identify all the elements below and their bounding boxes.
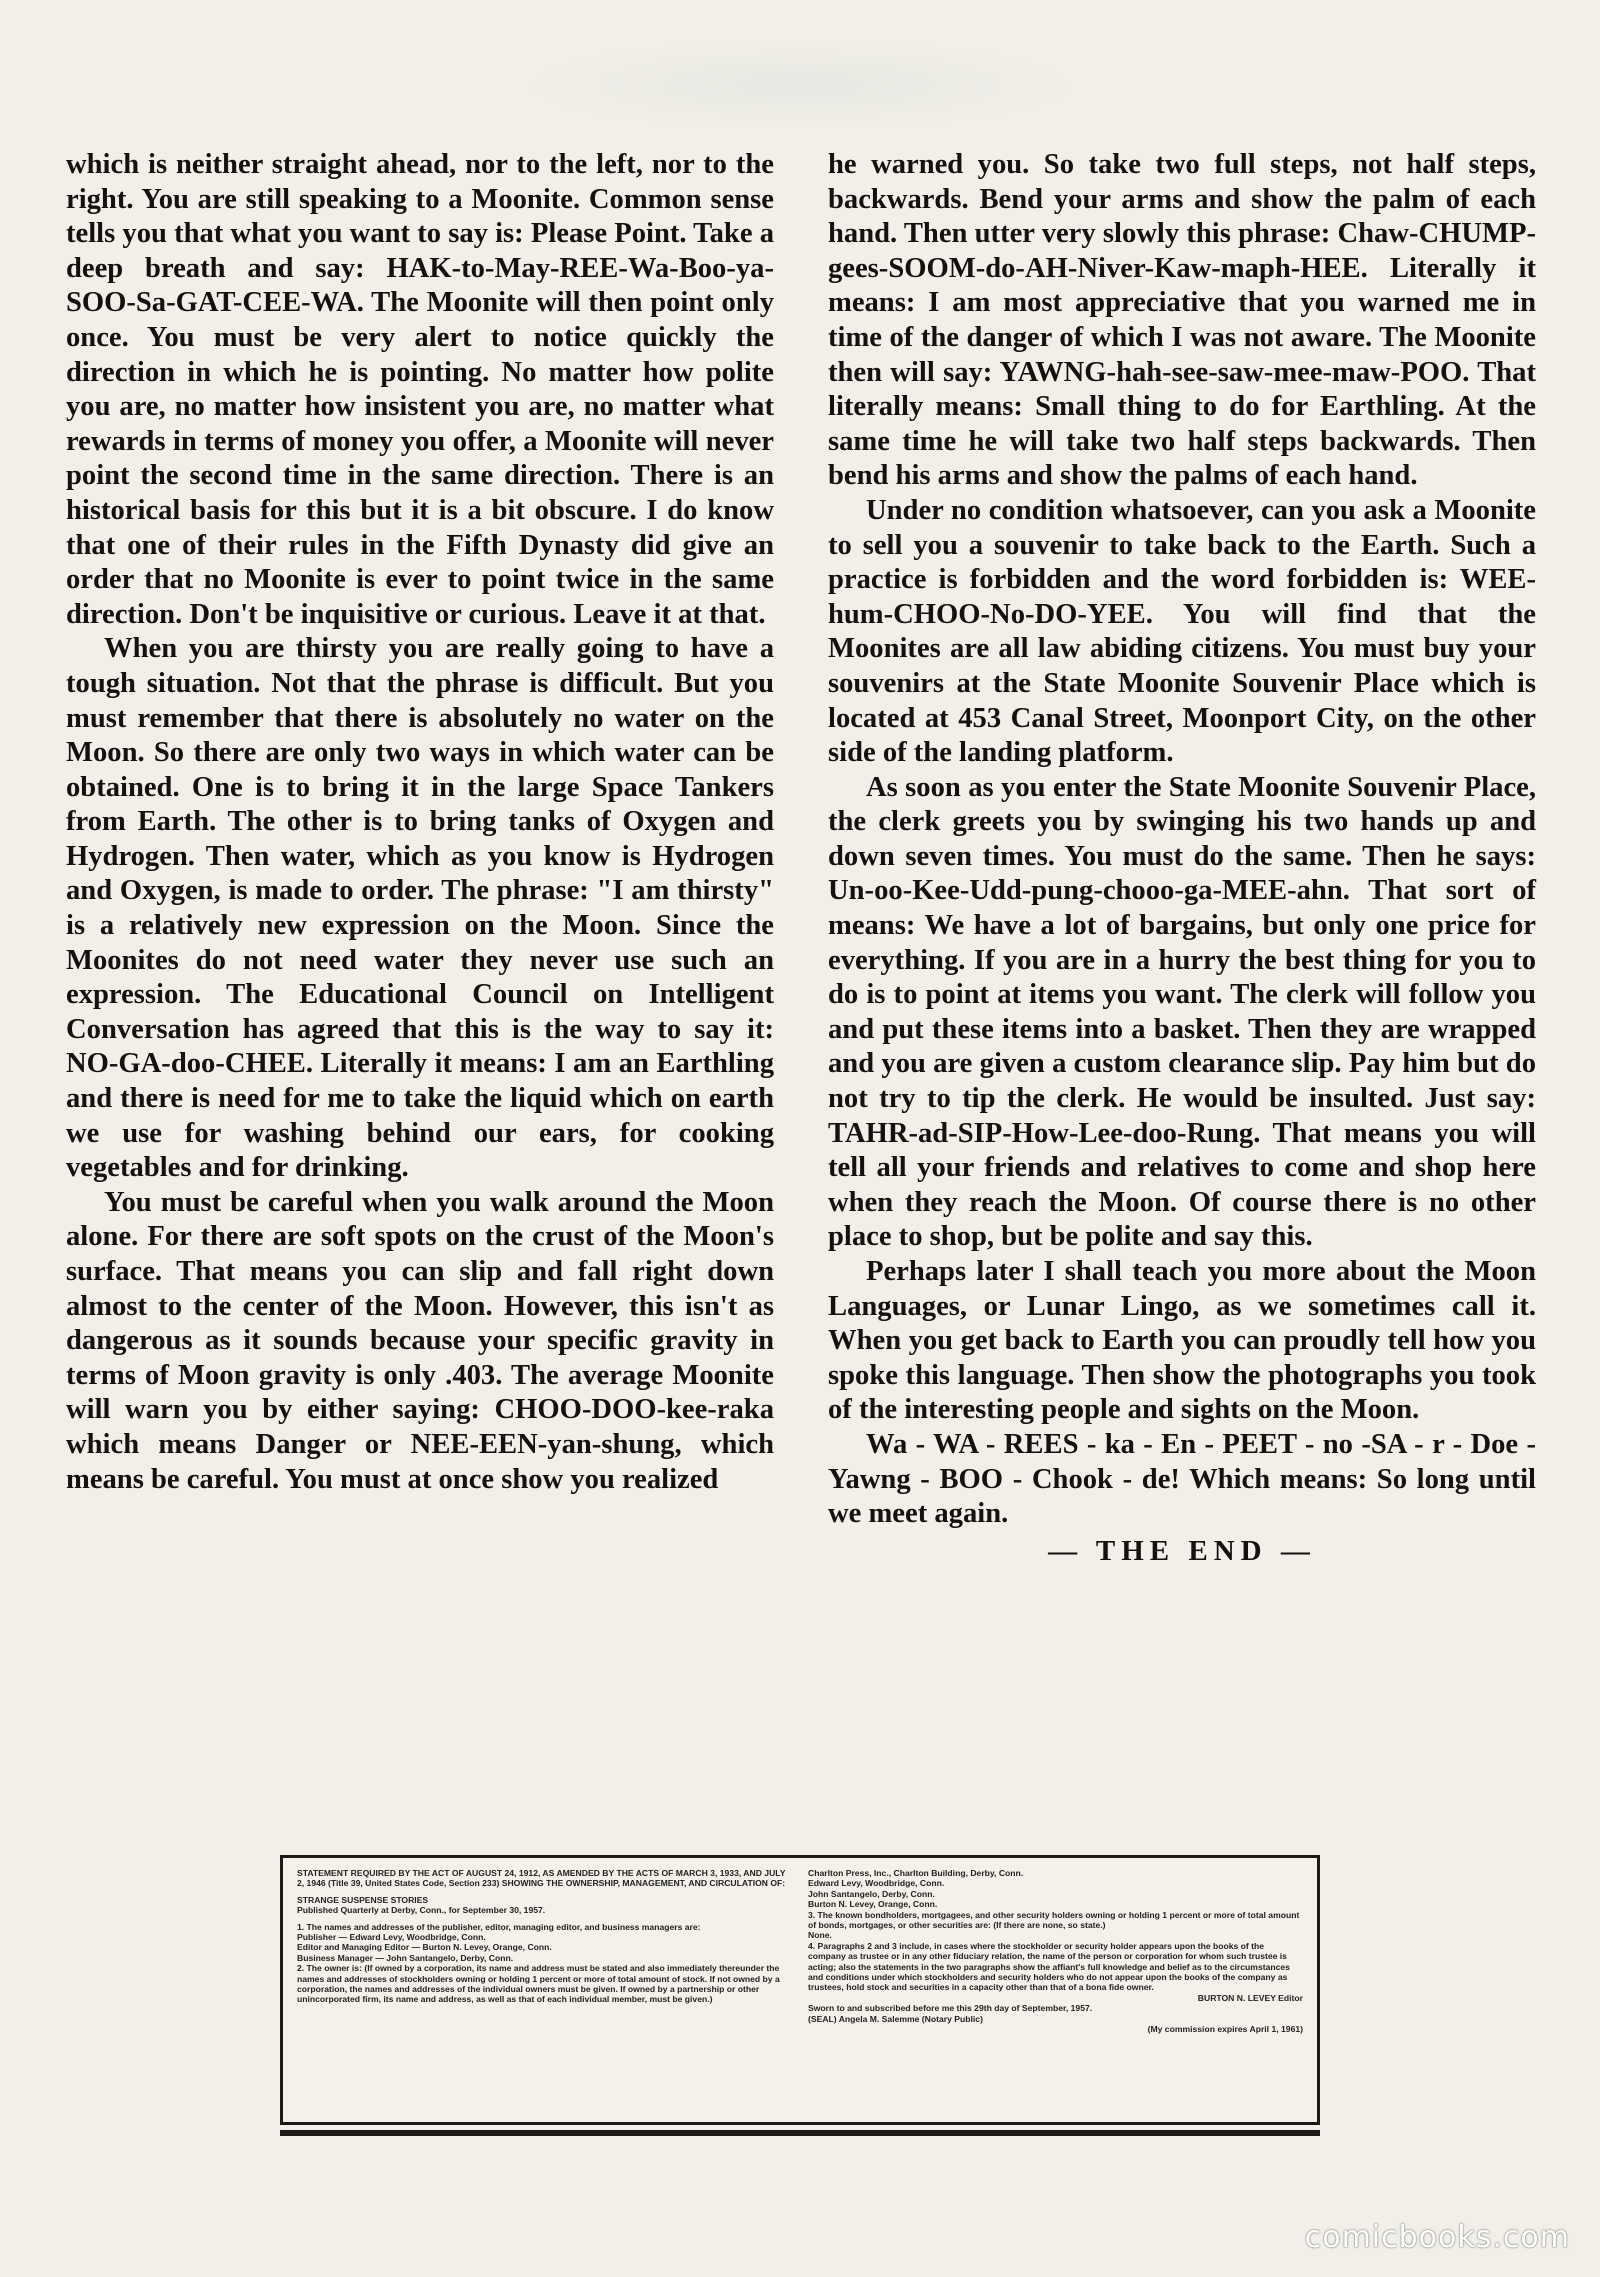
paragraph: You must be careful when you walk around the Moon alone. For there are soft spots on the crust of the Moon's surface. That means you can slip and fall right down almost to the center of the Moon. However, this isn't as dangerous as it sounds because your specific gravity in terms of Moon gravity is only .403. The average Moonite will warn you by either saying: CHOO-DOO-kee-raka which means Danger or NEE-EEN-yan-shung, which means be careful. You must at once show you realized <box>66 1186 774 1495</box>
the-end-label: — THE END — <box>1048 1534 1316 1567</box>
statement-line: Business Manager — John Santangelo, Derby, Conn. <box>297 1952 514 1963</box>
statement-left-column <box>297 1868 792 2110</box>
goodbye-phrase: Wa - WA - REES - ka - En - PEET - no -SA - r - Doe - Yawng - BOO - Chook - de! Which means: So long until we meet again. <box>828 1428 1536 1530</box>
statement-line: John Santangelo, Derby, Conn. <box>808 1888 935 1899</box>
ownership-statement-box <box>280 1855 1320 2125</box>
statement-line: 3. The known bondholders, mortgagees, and other security holders owning or holding 1 percent or more of total amount of bonds, mortgages, or other securities are: (If there are none, so state.) <box>808 1909 1300 1931</box>
statement-line: Burton N. Levey, Orange, Conn. <box>808 1899 938 1910</box>
left-column <box>66 148 774 1828</box>
paragraph: which is neither straight ahead, nor to the left, nor to the right. You are still speaking to a Moonite. Common sense tells you that what you want to say is: Please Point. Take a deep breath and say: HAK-to-May-REE-Wa-Boo-ya-SOO-Sa-GAT-CEE-WA. The Moonite will then point only once. You must be very alert to notice quickly the direction in which he is pointing. No matter how polite you are, no matter how insistent you are, no matter what rewards in terms of money you offer, a Moonite will never point the second time in the same direction. There is an historical basis for this but it is a bit obscure. I do know that one of their rules in the Fifth Dynasty did give an order that no Moonite is ever to point twice in the same direction. Don't be inquisitive or curious. Leave it at that. <box>66 149 774 630</box>
right-column <box>828 148 1536 1828</box>
paragraph: Under no condition whatsoever, can you ask a Moonite to sell you a souvenir to take back to the Earth. Such a practice is forbidden and the word forbidden is: WEE-hum-CHOO-No-DO-YEE. You will find that the Moonites are all law abiding citizens. You must buy your souvenirs at the State Moonite Souvenir Place which is located at 453 Canal Street, Moonport City, on the other side of the landing platform. <box>828 494 1536 769</box>
statement-line: Publisher — Edward Levy, Woodbridge, Conn. <box>297 1932 486 1943</box>
statement-right-column <box>808 1868 1303 2110</box>
statement-line: 4. Paragraphs 2 and 3 include, in cases where the stockholder or security holder appears upon the books of the company as trustee or in any other fiduciary relation, the name of the person or corporation for whom such trustee is acting; also the statements in the two paragraphs show the affiant's full knowledge and belief as to the circumstances and conditions under which stockholders and security holders who do not appear upon the books of the company as trustees, hold stock and securities in a capacity other than that of a bona fide owner. <box>808 1940 1290 1993</box>
statement-line: Editor and Managing Editor — Burton N. Levey, Orange, Conn. <box>297 1942 552 1953</box>
faded-header-bleed <box>520 40 1080 130</box>
paragraph: When you are thirsty you are really going to have a tough situation. Not that the phrase is difficult. But you must remember that there is absolutely no water on the Moon. So there are only two ways in which water can be obtained. One is to bring it in the large Space Tankers from Earth. The other is to bring tanks of Oxygen and Hydrogen. Then water, which as you know is Hydrogen and Oxygen, is made to order. The phrase: "I am thirsty" is a relatively new expression on the Moon. Since the Moonites do not need water they never use such an expression. The Educational Council on Intelligent Conversation has agreed that this is the way to say it: NO-GA-doo-CHEE. Literally it means: I am an Earthling and there is need for me to take the liquid which on earth we use for washing behind our ears, for cooking vegetables and for drinking. <box>66 633 774 1184</box>
paragraph: Perhaps later I shall teach you more about the Moon Languages, or Lunar Lingo, as we sometimes call it. When you get back to Earth you can proudly tell how you spoke this language. Then show the photographs you took of the interesting people and sights on the Moon. <box>828 1256 1536 1426</box>
statement-line: 2. The owner is: (If owned by a corporation, its name and address must be stated and also immediately thereunder the names and addresses of stockholders owning or holding 1 percent or more of total amount of stock. If not owned by a corporation, the names and addresses of the individual owners must be given. If owned by a partnership or other unincorporated firm, its name and address, as well as that of each individual member, must be given.) <box>297 1963 780 2005</box>
publication-title: STRANGE SUSPENSE STORIES <box>297 1894 429 1905</box>
commission-line: (My commission expires April 1, 1961) <box>1147 2024 1303 2035</box>
paragraph: he warned you. So take two full steps, not half steps, backwards. Bend your arms and show the palm of each hand. Then utter very slowly this phrase: Chaw-CHUMP-gees-SOOM-do-AH-Niver-Kaw-maph-HEE. Literally it means: I am most appreciative that you warned me in time of the danger of which I was not aware. The Moonite then will say: YAWNG-hah-see-saw-mee-maw-POO. That literally means: Small thing to do for Earthling. At the same time he will take two half steps backwards. Then bend his arms and show the palms of each hand. <box>828 149 1536 492</box>
paragraph: As soon as you enter the State Moonite Souvenir Place, the clerk greets you by swinging his two hands up and down seven times. You must do the same. Then he says: Un-oo-Kee-Udd-pung-chooo-ga-MEE-ahn. That sort of means: We have a lot of bargains, but only one price for everything. If you are in a hurry the best thing for you to do is to point at items you want. The clerk will follow you and put these items into a basket. Then they are wrapped and you are given a custom clearance slip. Pay him but do not try to tip the clerk. He would be insulted. Just say: TAHR-ad-SIP-How-Lee-doo-Rung. That means you will tell all your friends and relatives to come and shop here when they reach the Moon. Of course there is no other place to shop, but be polite and say this. <box>828 771 1536 1253</box>
notary-line: (SEAL) Angela M. Salemme (Notary Public) <box>808 2013 983 2024</box>
statement-line: None. <box>808 1930 832 1941</box>
statement-line: 1. The names and addresses of the publisher, editor, managing editor, and business managers are: <box>297 1921 701 1932</box>
statement-line: Charlton Press, Inc., Charlton Building, Derby, Conn. <box>808 1868 1024 1878</box>
statement-line: Sworn to and subscribed before me this 29th day of September, 1957. <box>808 2003 1093 2014</box>
editor-signature: BURTON N. LEVEY Editor <box>1197 1992 1303 2003</box>
statement-line: Edward Levy, Woodbridge, Conn. <box>808 1878 945 1889</box>
statement-line: Published Quarterly at Derby, Conn., for September 30, 1957. <box>297 1905 546 1916</box>
article-columns <box>66 148 1536 1828</box>
site-watermark: comicbooks.com <box>1304 2220 1570 2255</box>
statement-heading: STATEMENT REQUIRED BY THE ACT OF AUGUST 24, 1912, AS AMENDED BY THE ACTS OF MARCH 3, 1933, AND JULY 2, 1946 (Title 39, United States Code, Section 233) SHOWING THE OWNERSHIP, MANAGEMENT, AND CIRCULATION OF: <box>297 1868 786 1889</box>
